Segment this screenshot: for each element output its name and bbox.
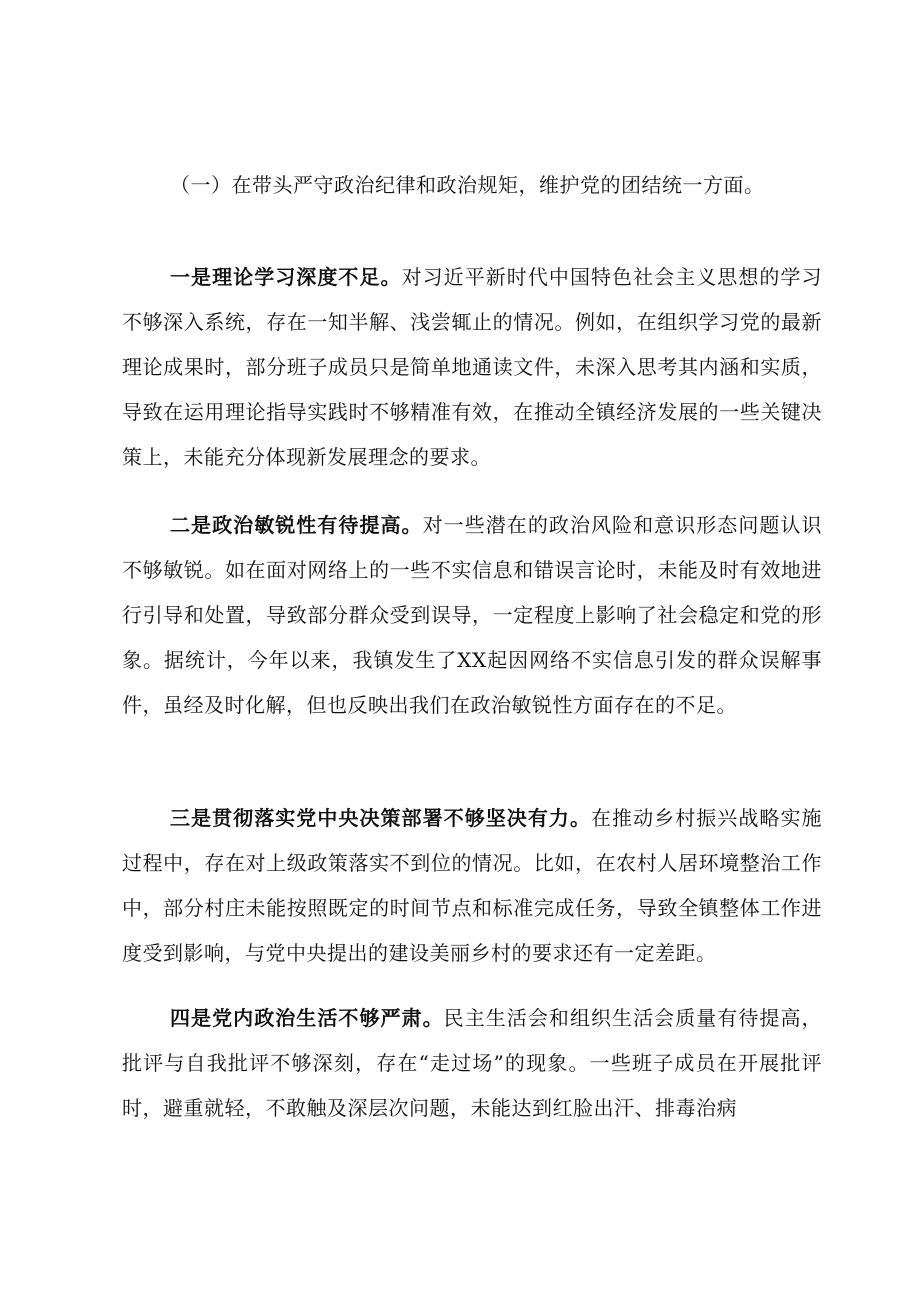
paragraph-1	[122, 255, 822, 480]
paragraph-3-lead: 三是贯彻落实党中央决策部署不够坚决有力。	[170, 806, 591, 830]
paragraph-3-body: 在推动乡村振兴战略实施过程中，存在对上级政策落实不到位的情况。比如，在农村人居环境整治工作中，部分村庄未能按照既定的时间节点和标准完成任务，导致全镇整体工作进度受到影响，与党中央提出的建设美丽乡村的要求还有一定差距。	[122, 806, 823, 965]
paragraph-1-lead: 一是理论学习深度不足。	[170, 265, 402, 289]
section-heading	[122, 163, 822, 208]
section-heading-text: （一）在带头严守政治纪律和政治规矩，维护党的团结统一方面。	[170, 173, 765, 197]
paragraph-4	[122, 996, 822, 1131]
paragraph-2	[122, 503, 822, 728]
paragraph-1-body: 对习近平新时代中国特色社会主义思想的学习不够深入系统，存在一知半解、浅尝辄止的情况。例如，在组织学习党的最新理论成果时，部分班子成员只是简单地通读文件，未深入思考其内涵和实质，导致在运用理论指导实践时不够精准有效，在推动全镇经济发展的一些关键决策上，未能充分体现新发展理念的要求。	[122, 265, 823, 469]
paragraph-4-lead: 四是党内政治生活不够严肃。	[170, 1006, 444, 1030]
paragraph-4-body: 民主生活会和组织生活会质量有待提高，批评与自我批评不够深刻，存在“走过场”的现象。一些班子成员在开展批评时，避重就轻，不敢触及深层次问题，未能达到红脸出汗、排毒治病	[122, 1006, 823, 1120]
paragraph-3	[122, 796, 822, 976]
paragraph-2-lead: 二是政治敏锐性有待提高。	[170, 513, 423, 537]
paragraph-2-body: 对一些潜在的政治风险和意识形态问题认识不够敏锐。如在面对网络上的一些不实信息和错误言论时，未能及时有效地进行引导和处置，导致部分群众受到误导，一定程度上影响了社会稳定和党的形象。据统计，今年以来，我镇发生了XX起因网络不实信息引发的群众误解事件，虽经及时化解，但也反映出我们在政治敏锐性方面存在的不足。	[122, 513, 823, 717]
